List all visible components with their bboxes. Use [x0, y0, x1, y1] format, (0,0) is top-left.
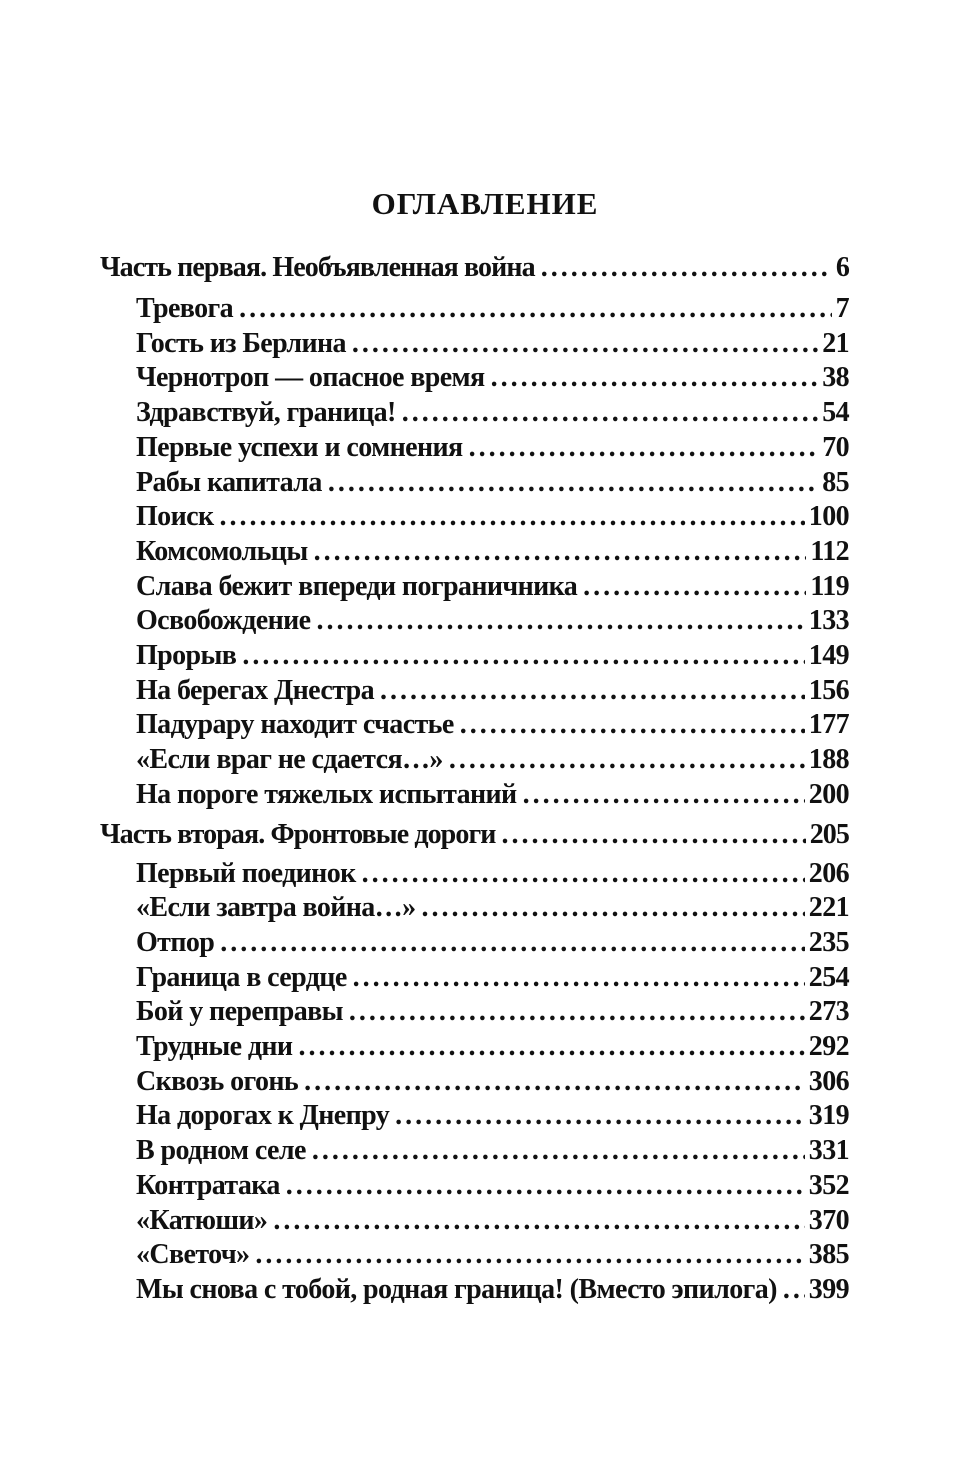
toc-leader-dots [395, 1099, 805, 1134]
toc-leader-dots [491, 361, 819, 396]
toc-entry [100, 995, 849, 1030]
toc-entry [100, 891, 849, 926]
toc-entry [100, 396, 849, 431]
toc-entry-title: Контратака [136, 1169, 280, 1201]
toc-entry-title: «Если враг не сдается…» [136, 744, 443, 776]
toc-page-number: 221 [808, 892, 849, 924]
toc-page-number: 235 [808, 926, 849, 958]
toc-entry-title: Граница в сердце [136, 961, 347, 993]
toc-entry-title: Поиск [136, 501, 214, 533]
toc-leader-dots [316, 604, 804, 639]
toc-page-number: 331 [808, 1135, 849, 1167]
toc-leader-dots [541, 250, 832, 286]
toc-leader-dots [273, 1204, 804, 1239]
toc-entry [100, 466, 849, 501]
toc-entry-title: Мы снова с тобой, родная граница! (Вместо эпилога) [136, 1273, 777, 1305]
page-title: ОГЛАВЛЕНИЕ [371, 186, 599, 221]
toc-page-number: 119 [810, 570, 849, 602]
toc-entry [100, 327, 849, 362]
toc-entry [100, 570, 849, 605]
toc-entry-title: «Если завтра война…» [136, 892, 416, 924]
toc-page-number: 319 [808, 1100, 849, 1132]
toc-entry [100, 1030, 849, 1065]
toc-leader-dots [314, 535, 807, 570]
toc-page-number: 177 [808, 709, 849, 741]
toc-entry [100, 857, 849, 892]
toc-page-number: 133 [808, 605, 849, 637]
toc-entry [100, 639, 849, 674]
toc-entry-title: Освобождение [136, 605, 311, 637]
toc-page-number: 273 [808, 996, 849, 1028]
toc-leader-dots [502, 813, 806, 857]
toc-entry [100, 1238, 849, 1273]
toc-leader-dots [402, 396, 818, 431]
toc-entry [100, 1099, 849, 1134]
toc-part-1 [100, 250, 849, 286]
toc-entry-title: На пороге тяжелых испытаний [136, 778, 517, 810]
toc-page-number: 385 [808, 1239, 849, 1271]
toc-page-number: 54 [822, 397, 849, 429]
toc-page-number: 370 [808, 1204, 849, 1236]
toc-leader-dots [239, 292, 832, 327]
toc-page-number: 399 [808, 1273, 849, 1305]
toc-page-number: 149 [808, 640, 849, 672]
toc-leader-dots [242, 639, 804, 674]
toc-leader-dots [286, 1169, 805, 1204]
toc-entry [100, 361, 849, 396]
toc-entry-title: Рабы капитала [136, 466, 322, 498]
table-of-contents [100, 250, 849, 1308]
toc-page-number: 85 [822, 466, 849, 498]
toc-entry-title: В родном селе [136, 1135, 306, 1167]
toc-leader-dots [255, 1238, 804, 1273]
toc-entry [100, 1065, 849, 1100]
toc-page-number: 352 [808, 1169, 849, 1201]
toc-entry-title: Бой у переправы [136, 996, 343, 1028]
toc-leader-dots [353, 961, 805, 996]
toc-page-number: 6 [835, 252, 849, 283]
toc-entry [100, 1134, 849, 1169]
toc-leader-dots [460, 708, 805, 743]
toc-entry [100, 1169, 849, 1204]
toc-entry-title: Гость из Берлина [136, 327, 346, 359]
toc-part-title: Часть первая. Необъявленная война [100, 252, 535, 283]
toc-entry [100, 926, 849, 961]
toc-entry [100, 604, 849, 639]
toc-leader-dots [422, 891, 805, 926]
toc-leader-dots [349, 995, 805, 1030]
toc-entry [100, 961, 849, 996]
toc-entry-title: На дорогах к Днепру [136, 1100, 390, 1132]
toc-leader-dots [352, 327, 818, 362]
toc-leader-dots [220, 926, 805, 961]
toc-leader-dots [219, 500, 804, 535]
toc-part-2 [100, 813, 849, 857]
toc-page-number: 306 [808, 1065, 849, 1097]
toc-entry-title: Первые успехи и сомнения [136, 431, 463, 463]
toc-entry-title: На берегах Днестра [136, 674, 375, 706]
toc-entry-title: Трудные дни [136, 1031, 293, 1063]
toc-entry-title: Чернотроп — опасное время [136, 362, 485, 394]
toc-page-number: 254 [808, 961, 849, 993]
toc-page-number: 156 [808, 674, 849, 706]
toc-page-number: 112 [810, 535, 849, 567]
toc-entry [100, 674, 849, 709]
toc-leader-dots [449, 743, 805, 778]
toc-page-number: 200 [808, 778, 849, 810]
toc-entry-title: Тревога [136, 293, 234, 324]
toc-entry-title: Падурару находит счастье [136, 709, 454, 741]
toc-leader-dots [783, 1273, 805, 1308]
toc-entry [100, 292, 849, 327]
toc-page-number: 205 [809, 818, 849, 850]
toc-entry [100, 500, 849, 535]
toc-page-number: 188 [808, 744, 849, 776]
toc-entry [100, 431, 849, 466]
toc-leader-dots [312, 1134, 805, 1169]
toc-leader-dots [583, 570, 806, 605]
toc-page-number: 206 [808, 857, 849, 889]
toc-page-number: 100 [808, 501, 849, 533]
toc-entry [100, 535, 849, 570]
toc-leader-dots [380, 674, 805, 709]
toc-page-number: 38 [822, 362, 849, 394]
toc-entry [100, 778, 849, 813]
toc-entry [100, 743, 849, 778]
toc-leader-dots [328, 466, 818, 501]
toc-leader-dots [362, 857, 805, 892]
toc-entry-title: Прорыв [136, 640, 237, 672]
toc-entry-title: Здравствуй, граница! [136, 397, 396, 429]
toc-leader-dots [298, 1030, 804, 1065]
toc-leader-dots [523, 778, 805, 813]
toc-leader-dots [469, 431, 819, 466]
toc-entry-title: Первый поединок [136, 857, 356, 889]
toc-entry-title: Отпор [136, 926, 215, 958]
toc-entry-title: Комсомольцы [136, 535, 308, 567]
toc-entry-title: «Светоч» [136, 1239, 250, 1271]
toc-page-number: 292 [808, 1031, 849, 1063]
toc-entry [100, 1273, 849, 1308]
toc-page-number: 70 [822, 431, 849, 463]
toc-page-number: 7 [835, 293, 849, 324]
toc-entry-title: Слава бежит впереди пограничника [136, 570, 578, 602]
toc-entry-title: «Катюши» [136, 1204, 268, 1236]
toc-leader-dots [304, 1065, 805, 1100]
toc-page-number: 21 [822, 327, 849, 359]
toc-part-title: Часть вторая. Фронтовые дороги [100, 818, 496, 850]
toc-entry-title: Сквозь огонь [136, 1065, 299, 1097]
toc-entry [100, 1204, 849, 1239]
toc-entry [100, 708, 849, 743]
